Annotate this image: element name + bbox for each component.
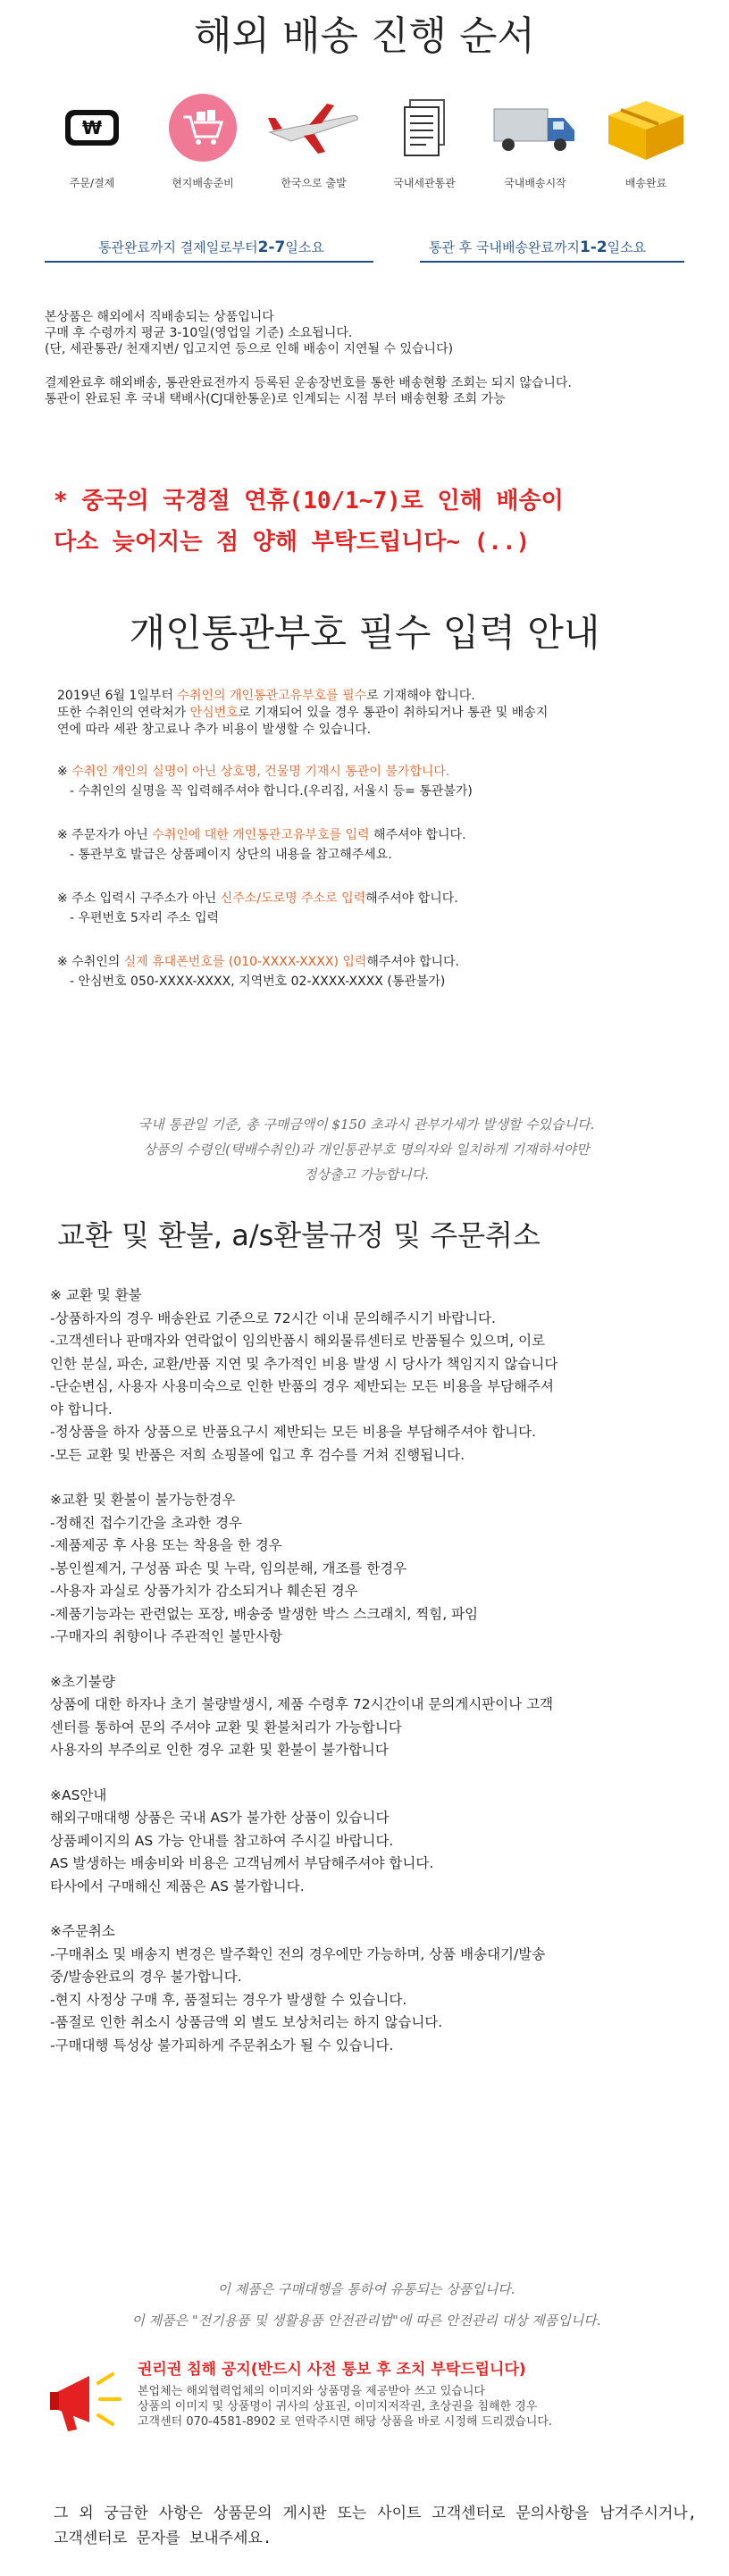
intro-line: 본상품은 해외에서 직배송되는 상품입니다 bbox=[45, 310, 274, 324]
truck-icon bbox=[490, 89, 580, 166]
policy-section bbox=[50, 1284, 693, 2079]
step-label: 배송완료 bbox=[624, 177, 667, 189]
step-label: 국내배송시작 bbox=[504, 177, 566, 189]
policy-line: ※ 교환 및 환불 bbox=[50, 1287, 142, 1303]
step-label: 현지배송준비 bbox=[172, 177, 234, 189]
step-customs bbox=[375, 89, 473, 205]
item-highlight: 실제 휴대폰번호를 (010-XXXX-XXXX) 입력 bbox=[123, 955, 367, 969]
period-text: 통관 후 국내배송완료까지 bbox=[429, 239, 580, 255]
policy-defect bbox=[50, 1671, 693, 1762]
item-highlight: 수취인 개인의 실명이 아닌 상호명, 건물명 기재시 통관이 불가합니다. bbox=[71, 765, 450, 779]
item-text: ※ 수취인의 bbox=[57, 955, 124, 969]
period-days: 1-2 bbox=[579, 238, 608, 256]
customs-item bbox=[57, 827, 683, 864]
intro-line: 결제완료후 해외배송, 통관완료전까지 등록된 운송장번호를 통한 배송현황 조회는 되지 않습니다. bbox=[45, 376, 572, 390]
policy-line: -품절로 인한 취소시 상품금액 외 별도 보상처리는 하지 않습니다. bbox=[50, 2014, 443, 2030]
lead-text: 로 기재되어 있을 경우 통관이 취하되거나 통관 및 배송지 bbox=[238, 706, 549, 720]
policy-as bbox=[50, 1785, 693, 1899]
item-text: 해주셔야 합니다. bbox=[366, 955, 459, 969]
item-highlight: 신주소/도로명 주소로 입력 bbox=[220, 891, 366, 906]
note-line: 이 제품은 구매대행을 통하여 유통되는 상품입니다. bbox=[217, 2281, 515, 2297]
policy-line: 해외구매대행 상품은 국내 AS가 불가한 상품이 있습니다 bbox=[50, 1810, 390, 1826]
policy-line: 센터를 통하여 문의 주셔야 교환 및 환불처리가 가능합니다 bbox=[50, 1719, 402, 1735]
customs-code-title: 개인통관부호 필수 입력 안내 bbox=[129, 611, 600, 655]
step-departure bbox=[264, 89, 363, 205]
notice-line: 다소 늦어지는 점 양해 부탁드립니다~ (..) bbox=[54, 529, 531, 556]
policy-line: -현지 사정상 구매 후, 품절되는 경우가 발생할 수 있습니다. bbox=[50, 1991, 407, 2008]
note-line: 상품의 수령인(택배수취인)과 개인통관부호 명의자와 일치하게 기재하셔야만 bbox=[143, 1142, 590, 1158]
item-highlight: 수취인에 대한 개인통관고유부호를 입력 bbox=[152, 828, 370, 842]
shipping-process-title: 해외 배송 진행 순서 bbox=[194, 13, 535, 59]
megaphone-icon bbox=[46, 2363, 127, 2442]
item-text: ※ 주소 입력시 구주소가 아닌 bbox=[57, 891, 221, 906]
item-desc: - 안심번호 050-XXXX-XXXX, 지역번호 02-XXXX-XXXX (통관불가) bbox=[70, 974, 446, 989]
notice-line: * 중국의 국경절 연휴(10/1~7)로 인해 배송이 bbox=[54, 488, 564, 514]
customs-item bbox=[57, 764, 683, 800]
lead-highlight: 수취인의 개인통관고유부호를 필수 bbox=[177, 689, 367, 703]
step-prep bbox=[154, 89, 252, 205]
policy-line: -사용자 과실로 상품가치가 감소되거나 훼손된 경우 bbox=[50, 1583, 358, 1599]
contact-footer: 그 외 궁금한 사항은 상품문의 게시판 또는 사이트 고객센터로 문의사항을 남겨주시거나, 고객센터로 문자를 보내주세요. bbox=[54, 2505, 697, 2547]
won-coin-icon bbox=[56, 89, 128, 166]
customs-code-section bbox=[57, 688, 683, 1017]
lead-text: 연에 따라 세관 창고료나 추가 비용이 발생할 수 있습니다. bbox=[57, 723, 372, 737]
policy-line: AS 발생하는 배송비와 비용은 고객님께서 부담해주셔야 합니다. bbox=[50, 1855, 434, 1871]
item-desc: - 수취인의 실명을 꼭 입력해주셔야 합니다.(우리집, 서울시 등= 통관불가) bbox=[70, 784, 473, 799]
policy-line: ※교환 및 환불이 불가능한경우 bbox=[50, 1492, 236, 1508]
item-desc: - 우편번호 5자리 주소 입력 bbox=[70, 911, 219, 925]
customs-item bbox=[57, 954, 683, 991]
policy-line: -정해진 접수기간을 초과한 경우 bbox=[50, 1514, 243, 1531]
policy-not-allowed bbox=[50, 1489, 693, 1649]
policy-line: 타사에서 구매해신 제품은 AS 불가합니다. bbox=[50, 1878, 305, 1894]
rights-line: 본업체는 해외협력업체의 이미지와 상품명을 제공받아 쓰고 있습니다 bbox=[138, 2385, 485, 2398]
intro-line: 구매 후 수령까지 평균 3-10일(영업일 기준) 소요됩니다. bbox=[45, 326, 353, 340]
product-safety-note bbox=[36, 2274, 697, 2337]
step-label: 국내세관통관 bbox=[393, 177, 456, 189]
customs-item bbox=[57, 891, 683, 927]
rights-notice bbox=[46, 2356, 690, 2446]
lead-highlight: 안심번호 bbox=[189, 706, 239, 720]
package-box-icon bbox=[601, 89, 691, 166]
customs-tax-note bbox=[36, 1112, 697, 1187]
policy-line: -제품제공 후 사용 또는 착용을 한 경우 bbox=[50, 1537, 282, 1553]
rights-notice-text bbox=[138, 2356, 691, 2430]
step-label: 한국으로 출발 bbox=[281, 177, 347, 189]
policy-line: ※AS안내 bbox=[50, 1786, 107, 1803]
policy-line: 상품페이지의 AS 가능 안내를 참고하여 주시길 바랍니다. bbox=[50, 1832, 394, 1849]
policy-line: -단순변심, 사용자 사용미숙으로 인한 반품의 경우 제반되는 모든 비용을 부담해주셔 bbox=[50, 1378, 554, 1394]
item-text: ※ 주문자가 아닌 bbox=[57, 828, 153, 842]
item-text: ※ bbox=[57, 765, 72, 779]
shipping-steps bbox=[43, 89, 695, 205]
rights-heading: 권리권 침해 공지(반드시 사전 통보 후 조치 부탁드립니다) bbox=[138, 2361, 526, 2379]
rights-line: 상품의 이미지 및 상품명이 귀사의 상표권, 이미지저작권, 초상권을 침해한 경우 bbox=[138, 2400, 538, 2413]
shopping-cart-icon bbox=[167, 89, 239, 166]
policy-line: -봉인씰제거, 구성품 파손 및 누락, 임의분해, 개조를 한경우 bbox=[50, 1560, 407, 1577]
intro-paragraph bbox=[45, 375, 688, 407]
policy-line: -고객센터나 판매자와 연락없이 임의반품시 해외물류센터로 반품될수 있으며, 이로 bbox=[50, 1333, 546, 1349]
step-label: 주문/결제 bbox=[69, 177, 115, 189]
note-line: 정상출고 가능합니다. bbox=[304, 1167, 429, 1183]
rights-line: 고객센터 070-4581-8902 로 연락주시면 해당 상품을 바로 시정해 드리겠습니다. bbox=[138, 2415, 553, 2429]
policy-line: -제품기능과는 관련없는 포장, 배송중 발생한 박스 스크래치, 찍힘, 파임 bbox=[50, 1605, 479, 1622]
policy-line: -상품하자의 경우 배송완료 기준으로 72시간 이내 문의해주시기 바랍니다. bbox=[50, 1309, 496, 1326]
policy-line: 야 합니다. bbox=[50, 1401, 113, 1418]
period-text: 일소요 bbox=[285, 239, 324, 255]
shipping-intro bbox=[45, 309, 688, 425]
policy-cancel bbox=[50, 1920, 693, 2057]
customs-lead bbox=[57, 688, 683, 739]
period-domestic bbox=[429, 238, 646, 256]
policy-title: 교환 및 환불, a/s환불규정 및 주문취소 bbox=[57, 1218, 540, 1252]
policy-line: 인한 분실, 파손, 교환/반품 지연 및 추가적인 비용 발생 시 당사가 책임지지 않습니다 bbox=[50, 1355, 558, 1372]
policy-line: -구매대행 특성상 불가피하게 주문취소가 될 수 있습니다. bbox=[50, 2037, 394, 2053]
period-text: 통관완료까지 결제일로부터 bbox=[98, 239, 258, 255]
intro-line: 통관이 완료된 후 국내 택배사(CJ대한통운)로 인계되는 시점 부터 배송현황 조회 가능 bbox=[45, 392, 506, 406]
holiday-notice bbox=[54, 481, 697, 563]
item-text: 해주셔야 합니다. bbox=[369, 828, 466, 842]
intro-paragraph bbox=[45, 309, 688, 357]
policy-line: 상품에 대한 하자나 초기 불량발생시, 제품 수령후 72시간이내 문의게시판이나 고객 bbox=[50, 1696, 554, 1712]
period-customs bbox=[98, 238, 324, 256]
period-text: 일소요 bbox=[607, 239, 647, 255]
svg-text:₩: ₩ bbox=[81, 117, 103, 138]
policy-line: 사용자의 부주의로 인한 경우 교환 및 환불이 불가합니다 bbox=[50, 1742, 389, 1758]
policy-line: -구매취소 및 배송지 변경은 발주확인 전의 경우에만 가능하며, 상품 배송대기/발송 bbox=[50, 1945, 546, 1962]
policy-exchange bbox=[50, 1284, 693, 1467]
intro-line: (단, 세관통관/ 천재지변/ 입고지연 등으로 인해 배송이 지연될 수 있습니다) bbox=[45, 342, 454, 356]
note-line: 국내 통관일 기준, 총 구매금액이 $150 초과시 관부가세가 발생할 수있습니다. bbox=[138, 1117, 595, 1133]
policy-line: 중/발송완료의 경우 불가합니다. bbox=[50, 1969, 242, 1985]
step-complete bbox=[597, 89, 695, 205]
airplane-icon bbox=[264, 89, 363, 166]
period-underline bbox=[45, 261, 373, 263]
policy-line: -구매자의 취향이나 주관적인 불만사항 bbox=[50, 1628, 282, 1644]
customs-document-icon bbox=[398, 89, 451, 166]
lead-text: 로 기재해야 합니다. bbox=[366, 689, 475, 703]
item-desc: - 통관부호 발급은 상품페이지 상단의 내용을 참고해주세요. bbox=[70, 848, 392, 862]
step-payment bbox=[43, 89, 141, 205]
policy-line: -모든 교환 및 반품은 저희 쇼핑몰에 입고 후 검수를 거쳐 진행됩니다. bbox=[50, 1446, 465, 1463]
policy-line: ※초기불량 bbox=[50, 1673, 115, 1690]
policy-line: -정상품을 하자 상품으로 반품요구시 제반되는 모든 비용을 부담해주셔야 합니다. bbox=[50, 1424, 537, 1440]
lead-text: 2019년 6월 1일부터 bbox=[57, 689, 178, 703]
policy-line: ※주문취소 bbox=[50, 1923, 115, 1939]
period-days: 2-7 bbox=[257, 238, 286, 256]
item-text: 해주셔야 합니다. bbox=[365, 891, 458, 906]
step-domestic bbox=[486, 89, 584, 205]
period-underline bbox=[420, 261, 684, 263]
lead-text: 또한 수취인의 연락처가 bbox=[57, 706, 190, 720]
note-line: 이 제품은 "전기용품 및 생활용품 안전관리법"에 따른 안전관리 대상 제품입니다. bbox=[131, 2313, 601, 2329]
